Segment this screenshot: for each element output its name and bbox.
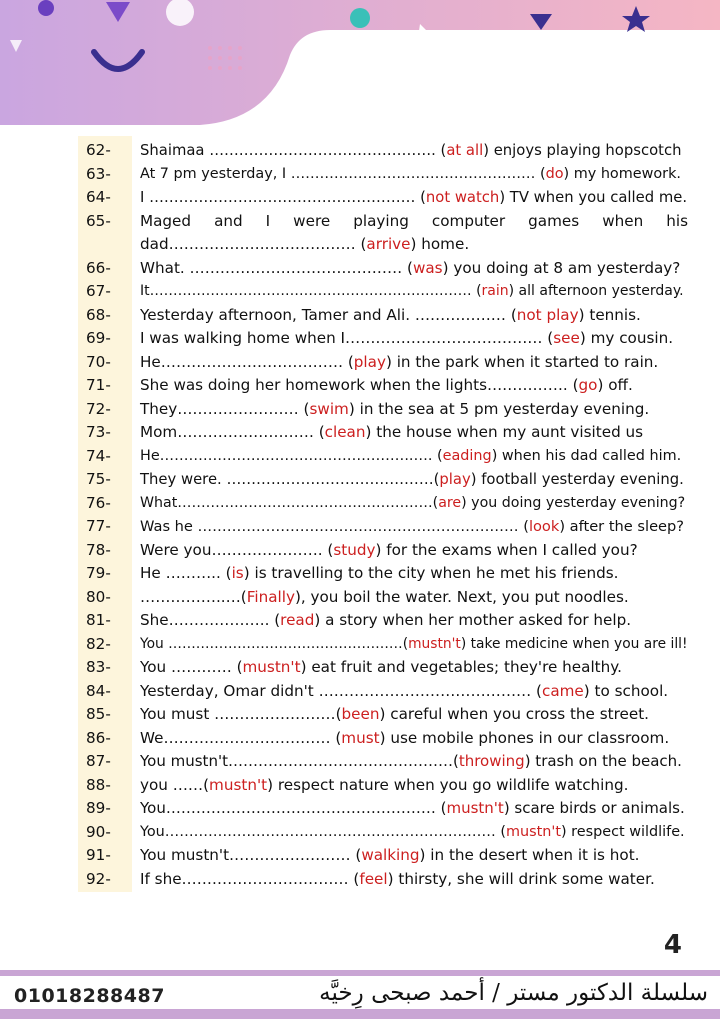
exercise-number: 88- bbox=[86, 775, 111, 794]
exercise-item bbox=[78, 539, 698, 563]
sentence-end: ) you doing yesterday evening? bbox=[461, 494, 686, 511]
sentence-end: ) home. bbox=[410, 235, 470, 253]
exercise-number: 82- bbox=[86, 634, 111, 653]
verb-hint: study bbox=[333, 540, 376, 559]
phone-number: 01018288487 bbox=[14, 985, 165, 1007]
sentence-end: ) is travelling to the city when he met his friends. bbox=[243, 564, 619, 582]
footer-divider bbox=[0, 970, 720, 976]
verb-hint: mustn't bbox=[408, 635, 461, 652]
sentence-start: Were you…………………. ( bbox=[140, 540, 334, 559]
verb-hint: swim bbox=[309, 399, 349, 418]
sentence-end: ) careful when you cross the street. bbox=[379, 705, 649, 723]
exercise-item bbox=[78, 586, 698, 610]
sentence-start: At 7 pm yesterday, I …………………………………………… ( bbox=[140, 165, 546, 182]
exercise-sentence bbox=[140, 797, 688, 821]
exercise-sentence bbox=[140, 421, 688, 445]
exercise-item bbox=[78, 163, 698, 187]
exercise-item bbox=[78, 868, 698, 892]
sentence-start: You ………… ( bbox=[140, 658, 243, 676]
exercise-number: 72- bbox=[86, 399, 111, 418]
exercise-number: 77- bbox=[86, 517, 111, 535]
exercise-number: 78- bbox=[86, 540, 111, 559]
exercise-number: 71- bbox=[86, 376, 111, 394]
sentence-end: ), you boil the water. Next, you put noodles. bbox=[294, 587, 629, 606]
exercise-number: 85- bbox=[86, 705, 111, 723]
teal-dot-shape bbox=[350, 8, 370, 28]
sentence-end: ) a story when her mother asked for help. bbox=[314, 611, 632, 629]
verb-hint: at all bbox=[446, 142, 484, 159]
exercise-item bbox=[78, 633, 698, 657]
exercise-number: 73- bbox=[86, 423, 111, 441]
exercise-sentence bbox=[140, 562, 688, 586]
exercise-sentence bbox=[140, 210, 688, 257]
exercise-number: 70- bbox=[86, 352, 111, 371]
verb-hint: walking bbox=[361, 846, 420, 864]
exercise-number: 80- bbox=[86, 587, 111, 606]
exercise-item bbox=[78, 257, 698, 281]
sentence-end: ) trash on the beach. bbox=[524, 752, 682, 770]
sentence-end: ) respect nature when you go wildlife watching. bbox=[267, 775, 629, 794]
exercise-item bbox=[78, 750, 698, 774]
exercise-number: 83- bbox=[86, 658, 111, 676]
sentence-start: Yesterday afternoon, Tamer and Ali. ……………… ( bbox=[140, 305, 517, 324]
sentence-start: If she…………………………… ( bbox=[140, 869, 360, 888]
exercise-item bbox=[78, 351, 698, 375]
exercise-sentence bbox=[140, 445, 688, 469]
exercise-item bbox=[78, 468, 698, 492]
verb-hint: mustn't bbox=[446, 799, 504, 817]
dot-shape bbox=[38, 0, 54, 16]
exercise-item bbox=[78, 421, 698, 445]
exercise-sentence bbox=[140, 374, 688, 398]
exercise-sentence bbox=[140, 163, 688, 187]
exercise-sentence bbox=[140, 280, 688, 304]
sentence-end: ) eat fruit and vegetables; they're healthy. bbox=[300, 658, 622, 676]
exercise-number: 75- bbox=[86, 470, 111, 488]
exercise-item bbox=[78, 656, 698, 680]
sentence-start: You mustn't…………………… ( bbox=[140, 846, 362, 864]
verb-hint: do bbox=[545, 165, 564, 182]
exercise-number: 79- bbox=[86, 564, 111, 582]
verb-hint: been bbox=[341, 705, 380, 723]
exercise-item bbox=[78, 210, 698, 257]
verb-hint: clean bbox=[324, 423, 366, 441]
exercise-sentence bbox=[140, 609, 688, 633]
sentence-start: You ……………………………………………( bbox=[140, 635, 409, 652]
verb-hint: Finally bbox=[246, 587, 295, 606]
exercise-sentence bbox=[140, 821, 688, 845]
verb-hint: are bbox=[438, 494, 462, 511]
exercise-sentence bbox=[140, 750, 688, 774]
exercise-item bbox=[78, 680, 698, 704]
verb-hint: throwing bbox=[458, 752, 525, 770]
sentence-end: ) football yesterday evening. bbox=[470, 471, 684, 488]
verb-hint: mustn't bbox=[505, 823, 561, 840]
verb-hint: came bbox=[541, 681, 584, 700]
exercise-number: 68- bbox=[86, 305, 111, 324]
exercise-sentence bbox=[140, 680, 688, 704]
exercise-item bbox=[78, 844, 698, 868]
sentence-end: ) off. bbox=[597, 376, 633, 394]
sentence-end: ) for the exams when I called you? bbox=[375, 540, 638, 559]
exercise-number: 62- bbox=[86, 141, 111, 159]
sentence-end: ) respect wildlife. bbox=[560, 823, 685, 840]
exercise-number: 63- bbox=[86, 164, 111, 183]
exercise-item bbox=[78, 821, 698, 845]
exercise-item bbox=[78, 609, 698, 633]
exercise-number: 66- bbox=[86, 258, 111, 277]
sentence-end: ) scare birds or animals. bbox=[503, 799, 685, 817]
exercise-number: 87- bbox=[86, 752, 111, 770]
decorative-header-banner bbox=[0, 0, 720, 125]
sentence-start: You must ……………………( bbox=[140, 705, 342, 723]
sentence-start: Yesterday, Omar didn't …………………………………… ( bbox=[140, 681, 542, 700]
sentence-end: ) my cousin. bbox=[579, 329, 674, 347]
sentence-end: ) tennis. bbox=[578, 305, 641, 324]
sentence-end: ) all afternoon yesterday. bbox=[508, 283, 684, 299]
exercise-number: 84- bbox=[86, 681, 111, 700]
exercise-sentence bbox=[140, 139, 688, 163]
sentence-end: ) thirsty, she will drink some water. bbox=[387, 869, 655, 888]
sentence-end: ) after the sleep? bbox=[559, 518, 685, 535]
exercise-sentence bbox=[140, 257, 688, 281]
verb-hint: must bbox=[341, 728, 380, 747]
exercise-item bbox=[78, 445, 698, 469]
verb-hint: mustn't bbox=[209, 775, 268, 794]
exercise-number: 65- bbox=[86, 211, 111, 230]
exercise-item bbox=[78, 562, 698, 586]
exercise-item bbox=[78, 304, 698, 328]
sentence-end: ) in the sea at 5 pm yesterday evening. bbox=[348, 399, 650, 418]
verb-hint: read bbox=[280, 611, 315, 629]
exercise-sentence bbox=[140, 586, 688, 610]
verb-hint: is bbox=[231, 564, 244, 582]
exercise-item bbox=[78, 774, 698, 798]
sentence-end: ) TV when you called me. bbox=[499, 189, 688, 206]
exercise-item bbox=[78, 280, 698, 304]
exercise-number: 90- bbox=[86, 822, 111, 841]
sentence-start: Was he ………………………………………………………… ( bbox=[140, 518, 529, 535]
exercise-number: 67- bbox=[86, 282, 111, 300]
verb-hint: rain bbox=[481, 283, 509, 299]
sentence-end: ) in the desert when it is hot. bbox=[419, 846, 640, 864]
exercise-number: 69- bbox=[86, 329, 111, 347]
verb-hint: see bbox=[553, 329, 580, 347]
exercise-sentence bbox=[140, 633, 688, 657]
sentence-start: What………………………………………………( bbox=[140, 494, 439, 511]
exercise-sentence bbox=[140, 398, 688, 422]
exercise-sentence bbox=[140, 351, 688, 375]
page-number: 4 bbox=[663, 930, 682, 960]
verb-hint: look bbox=[528, 518, 560, 535]
verb-hint: feel bbox=[359, 869, 388, 888]
sentence-start: He ……….. ( bbox=[140, 564, 232, 582]
sentence-start: I was walking home when I………………………………… ( bbox=[140, 329, 554, 347]
exercise-item bbox=[78, 139, 698, 163]
exercise-number: 89- bbox=[86, 799, 111, 817]
verb-hint: play bbox=[353, 352, 386, 371]
exercise-item bbox=[78, 186, 698, 210]
verb-hint: eading bbox=[442, 447, 492, 464]
sentence-start: She was doing her homework when the lights……………. ( bbox=[140, 376, 579, 394]
exercise-number: 86- bbox=[86, 728, 111, 747]
exercise-item bbox=[78, 515, 698, 539]
exercise-sentence bbox=[140, 186, 688, 210]
sentence-start: He……………………………… ( bbox=[140, 352, 354, 371]
sentence-start: Maged and I were playing computer games when his dad……………….……………… ( bbox=[140, 211, 688, 253]
sentence-start: You…………………………………………………………… ( bbox=[140, 823, 506, 840]
exercise-sentence bbox=[140, 774, 688, 798]
verb-hint: not play bbox=[516, 305, 579, 324]
exercise-item bbox=[78, 703, 698, 727]
sentence-start: You mustn't………………………………………( bbox=[140, 752, 459, 770]
exercise-sentence bbox=[140, 539, 688, 563]
verb-hint: not watch bbox=[425, 189, 500, 206]
sentence-end: ) to school. bbox=[583, 681, 669, 700]
series-title: سلسلة الدكتور مستر / أحمد صبحى رِخيَّه bbox=[319, 980, 708, 1006]
exercise-sentence bbox=[140, 844, 688, 868]
sentence-end: ) take medicine when you are ill! bbox=[460, 635, 688, 652]
exercise-sentence bbox=[140, 656, 688, 680]
sentence-start: you ……( bbox=[140, 775, 210, 794]
exercise-sentence bbox=[140, 727, 688, 751]
exercise-sentence bbox=[140, 327, 688, 351]
exercise-item bbox=[78, 727, 698, 751]
verb-hint: was bbox=[412, 258, 443, 277]
sentence-end: ) in the park when it started to rain. bbox=[385, 352, 659, 371]
sentence-end: ) the house when my aunt visited us bbox=[365, 423, 644, 441]
exercise-sentence bbox=[140, 515, 688, 539]
sentence-start: They…………………… ( bbox=[140, 399, 310, 418]
verb-hint: arrive bbox=[366, 235, 411, 253]
exercise-sentence bbox=[140, 703, 688, 727]
sentence-end: ) my homework. bbox=[563, 165, 682, 182]
exercise-item bbox=[78, 797, 698, 821]
verb-hint: play bbox=[439, 471, 471, 488]
sentence-start: Mom……………………… ( bbox=[140, 423, 325, 441]
exercise-item bbox=[78, 327, 698, 351]
sentence-start: They were. ……………………………………( bbox=[140, 471, 440, 488]
exercise-list bbox=[78, 139, 698, 891]
exercise-item bbox=[78, 492, 698, 516]
sentence-start: He……………………………………………..…. ( bbox=[140, 447, 443, 464]
exercise-number: 64- bbox=[86, 188, 111, 206]
sentence-end: ) when his dad called him. bbox=[491, 447, 682, 464]
sentence-end: ) you doing at 8 am yesterday? bbox=[442, 258, 681, 277]
sentence-start: I ……………………………………………… ( bbox=[140, 189, 426, 206]
exercise-item bbox=[78, 398, 698, 422]
sentence-start: Shaimaa ………………………………………. ( bbox=[140, 142, 447, 159]
verb-hint: go bbox=[578, 376, 598, 394]
sentence-start: It…………………………………………………………… ( bbox=[140, 283, 482, 299]
exercise-number: 81- bbox=[86, 611, 111, 629]
exercise-sentence bbox=[140, 492, 688, 516]
exercise-number: 74- bbox=[86, 446, 111, 465]
sentence-start: ……………..…( bbox=[140, 587, 247, 606]
exercise-number: 91- bbox=[86, 846, 111, 864]
sentence-start: We…………………………… ( bbox=[140, 728, 342, 747]
exercise-sentence bbox=[140, 304, 688, 328]
sentence-start: You……………………………………………… ( bbox=[140, 799, 447, 817]
exercise-number: 76- bbox=[86, 493, 111, 512]
sentence-start: She……………….. ( bbox=[140, 611, 281, 629]
sentence-end: ) use mobile phones in our classroom. bbox=[379, 728, 670, 747]
footer-bar bbox=[0, 1009, 720, 1019]
exercise-sentence bbox=[140, 468, 688, 492]
exercise-number: 92- bbox=[86, 869, 111, 888]
sentence-end: ) enjoys playing hopscotch bbox=[483, 142, 682, 159]
exercise-item bbox=[78, 374, 698, 398]
exercise-sentence bbox=[140, 868, 688, 892]
sentence-start: What. …………………………………… ( bbox=[140, 258, 413, 277]
verb-hint: mustn't bbox=[242, 658, 301, 676]
